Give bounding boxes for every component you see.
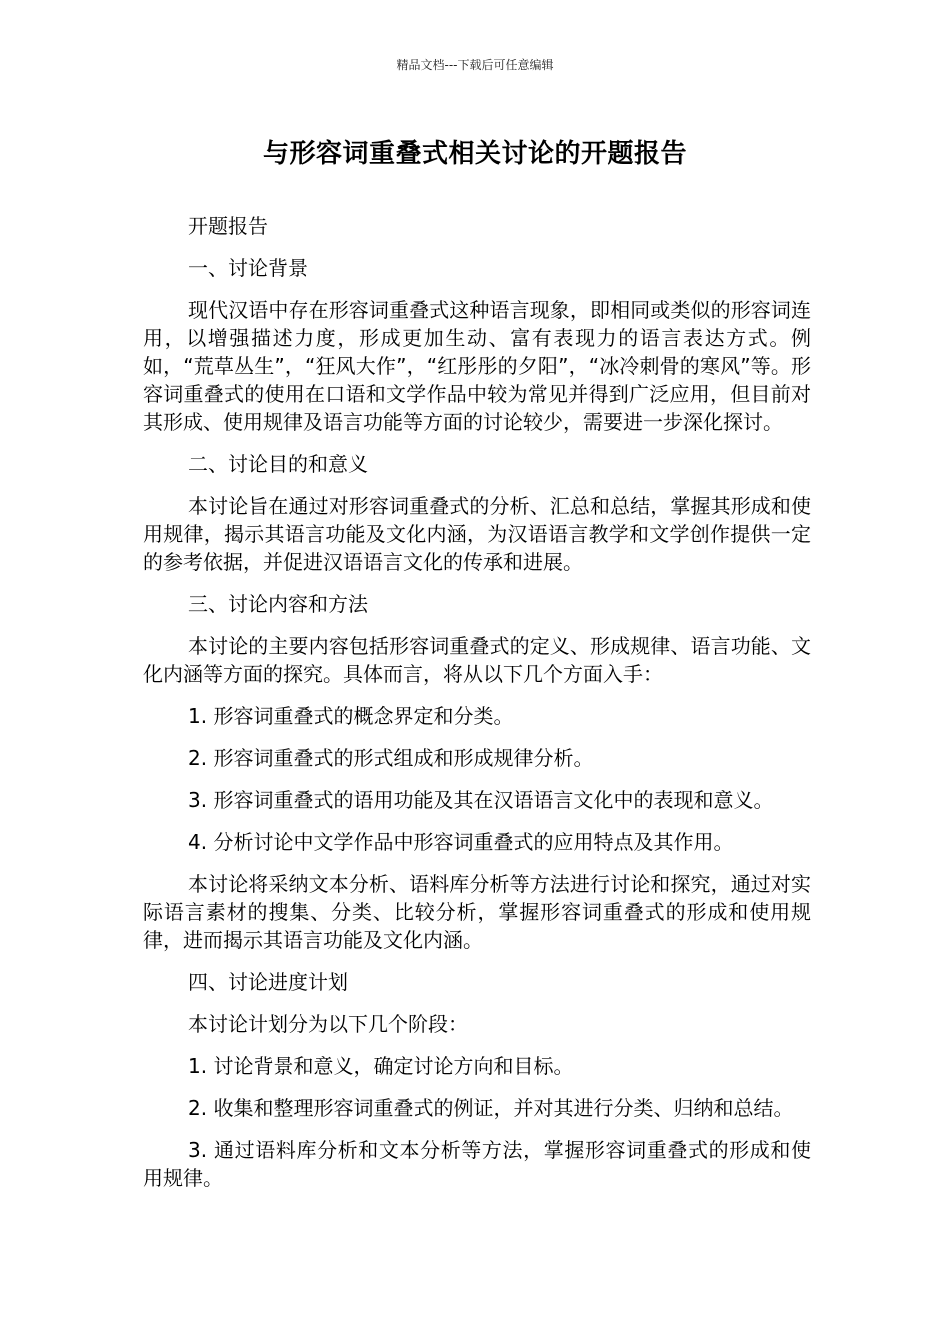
section-heading-content-methods: 三、讨论内容和方法 bbox=[188, 592, 368, 616]
list-item-content-1: 1. 形容词重叠式的概念界定和分类。 bbox=[188, 704, 514, 728]
list-item-content-4: 4. 分析讨论中文学作品中形容词重叠式的应用特点及其作用。 bbox=[188, 830, 734, 854]
section-heading-schedule: 四、讨论进度计划 bbox=[188, 970, 348, 994]
document-body bbox=[143, 212, 811, 1206]
list-item-content-3: 3. 形容词重叠式的语用功能及其在汉语语言文化中的表现和意义。 bbox=[188, 788, 774, 812]
paragraph-report-label: 开题报告 bbox=[188, 214, 268, 238]
paragraph-purpose: 本讨论旨在通过对形容词重叠式的分析、汇总和总结，掌握其形成和使用规律，揭示其语言功能及文化内涵，为汉语语言教学和文学创作提供一定的参考依据，并促进汉语语言文化的传承和进展。 bbox=[143, 494, 811, 574]
paragraph-schedule-intro: 本讨论计划分为以下几个阶段： bbox=[188, 1012, 468, 1036]
page-title: 与形容词重叠式相关讨论的开题报告 bbox=[262, 139, 687, 169]
paragraph-content-intro: 本讨论的主要内容包括形容词重叠式的定义、形成规律、语言功能、文化内涵等方面的探究。具体而言，将从以下几个方面入手： bbox=[143, 634, 811, 686]
paragraph-methods: 本讨论将采纳文本分析、语料库分析等方法进行讨论和探究，通过对实际语言素材的搜集、分类、比较分析，掌握形容词重叠式的形成和使用规律，进而揭示其语言功能及文化内涵。 bbox=[143, 872, 811, 952]
page-header: 精品文档---下载后可任意编辑 bbox=[396, 58, 554, 72]
list-item-schedule-1: 1. 讨论背景和意义，确定讨论方向和目标。 bbox=[188, 1054, 574, 1078]
list-item-schedule-3: 3. 通过语料库分析和文本分析等方法，掌握形容词重叠式的形成和使用规律。 bbox=[143, 1138, 811, 1190]
section-heading-purpose: 二、讨论目的和意义 bbox=[188, 452, 368, 476]
section-heading-background: 一、讨论背景 bbox=[188, 256, 308, 280]
list-item-schedule-2: 2. 收集和整理形容词重叠式的例证，并对其进行分类、归纳和总结。 bbox=[188, 1096, 794, 1120]
list-item-content-2: 2. 形容词重叠式的形式组成和形成规律分析。 bbox=[188, 746, 594, 770]
paragraph-background: 现代汉语中存在形容词重叠式这种语言现象，即相同或类似的形容词连用，以增强描述力度，形成更加生动、富有表现力的语言表达方式。例如，“荒草丛生”，“狂风大作”，“红彤彤的夕阳”，“冰冷刺骨的寒风”等。形容词重叠式的使用在口语和文学作品中较为常见并得到广泛应用，但目前对其形成、使用规律及语言功能等方面的讨论较少，需要进一步深化探讨。 bbox=[143, 298, 811, 434]
